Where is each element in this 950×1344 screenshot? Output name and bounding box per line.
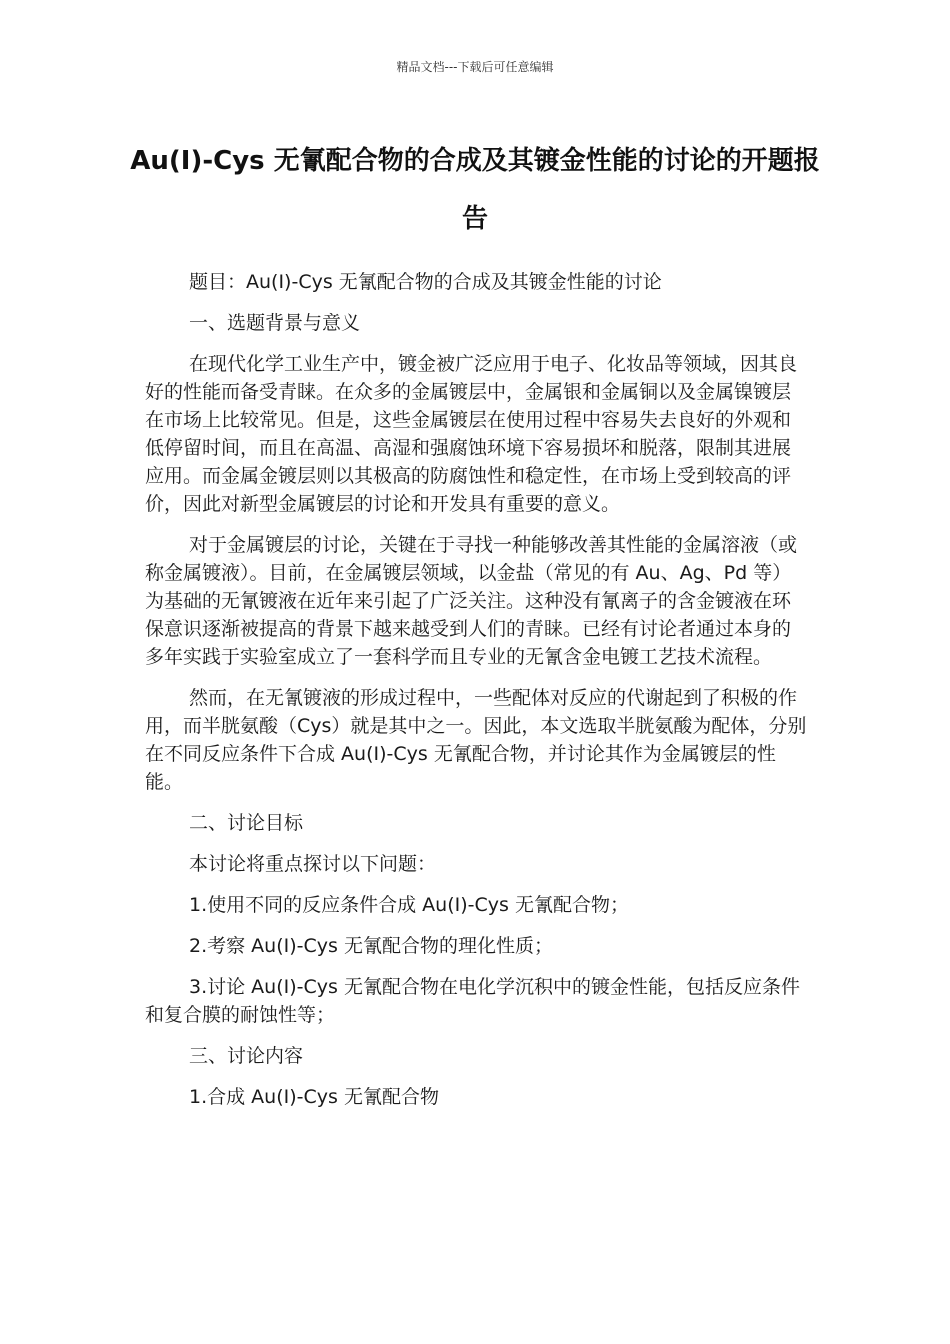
paragraph-background-2: 对于金属镀层的讨论，关键在于寻找一种能够改善其性能的金属溶液（或称金属镀液）。目前，在金属镀层领域，以金盐（常见的有 Au、Ag、Pd 等）为基础的无氰镀液在近年来引起了广泛关注。这种没有氰离子的含金镀液在环保意识逐渐被提高的背景下越来越受到人们的青睐。已经有讨论者通过本身的多年实践于实验室成立了一套科学而且专业的无氰含金电镀工艺技术流程。 [145,534,798,668]
paragraph-background-3: 然而，在无氰镀液的形成过程中，一些配体对反应的代谢起到了积极的作用，而半胱氨酸（Cys）就是其中之一。因此，本文选取半胱氨酸为配体，分别在不同反应条件下合成 Au(I)-Cys 无氰配合物，并讨论其作为金属镀层的性能。 [145,687,807,793]
goal-item-2: 2.考察 Au(I)-Cys 无氰配合物的理化性质； [189,935,553,957]
section-heading-content: 三、讨论内容 [189,1045,304,1067]
content-item-1: 1.合成 Au(I)-Cys 无氰配合物 [189,1086,439,1108]
paragraph-goals-intro: 本讨论将重点探讨以下问题： [189,853,437,875]
paragraph-background-1: 在现代化学工业生产中，镀金被广泛应用于电子、化妆品等领域，因其良好的性能而备受青睐。在众多的金属镀层中，金属银和金属铜以及金属镍镀层在市场上比较常见。但是，这些金属镀层在使用过程中容易失去良好的外观和低停留时间，而且在高温、高湿和强腐蚀环境下容易损坏和脱落，限制其进展应用。而金属金镀层则以其极高的防腐蚀性和稳定性，在市场上受到较高的评价，因此对新型金属镀层的讨论和开发具有重要的意义。 [145,353,798,515]
section-heading-goals: 二、讨论目标 [189,812,304,834]
section-heading-background: 一、选题背景与意义 [189,312,361,334]
paragraph-topic: 题目：Au(I)-Cys 无氰配合物的合成及其镀金性能的讨论 [189,271,662,293]
document-title: Au(Ⅰ)-Cys 无氰配合物的合成及其镀金性能的讨论的开题报告 [130,146,820,234]
page-header-note: 精品文档---下载后可任意编辑 [396,60,554,74]
goal-item-3: 3.讨论 Au(I)-Cys 无氰配合物在电化学沉积中的镀金性能，包括反应条件和复合膜的耐蚀性等； [145,976,800,1026]
goal-item-1: 1.使用不同的反应条件合成 Au(I)-Cys 无氰配合物； [189,894,629,916]
document-body [145,268,807,1124]
